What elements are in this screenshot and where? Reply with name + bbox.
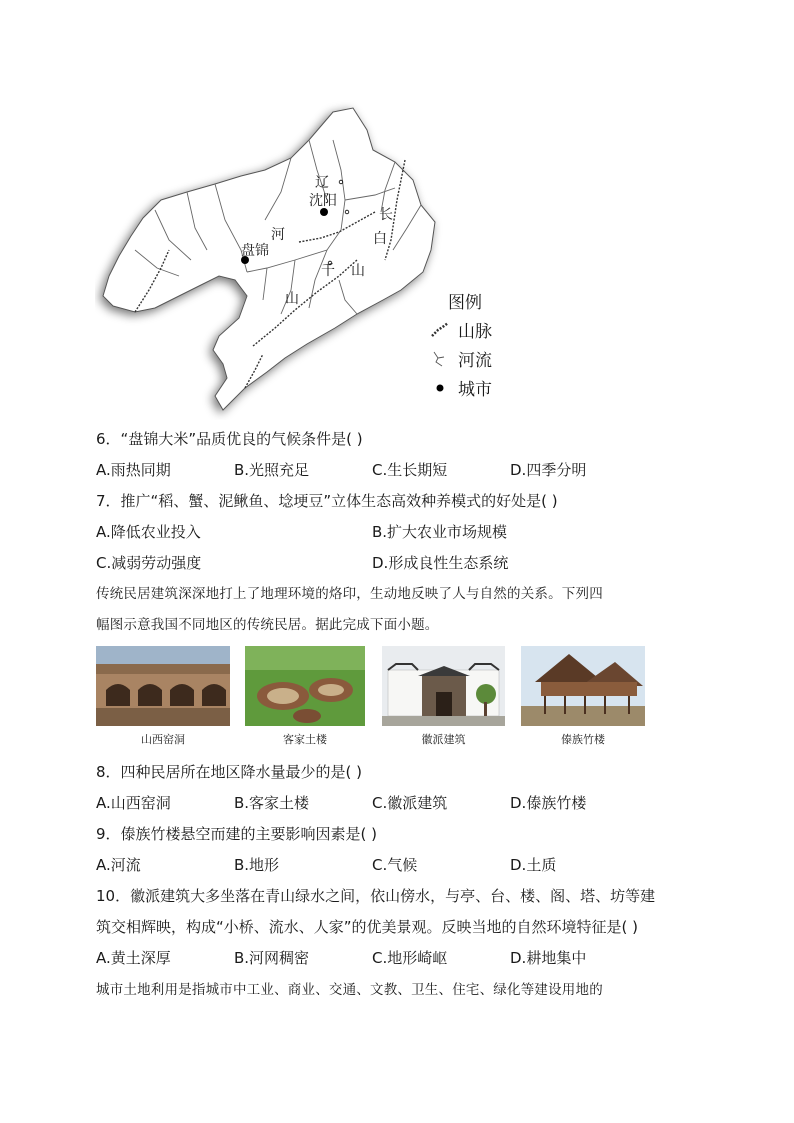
legend-label: 城市 [458, 380, 492, 400]
legend-label: 河流 [458, 351, 492, 371]
q10-option-c[interactable]: C.地形崎岖 [372, 949, 448, 967]
q9-option-c[interactable]: C.气候 [372, 856, 418, 874]
photo-dai-bamboo-house [521, 646, 645, 726]
intro-line-1: 传统民居建筑深深地打上了地理环境的烙印，生动地反映了人与自然的关系。下列四 [96, 586, 603, 602]
map-label-he: 河 [271, 227, 285, 243]
q7-option-d[interactable]: D.形成良性生态系统 [372, 554, 509, 572]
tulou-image [245, 646, 365, 726]
q6-option-b[interactable]: B.光照充足 [234, 461, 310, 479]
legend-item-river [428, 346, 492, 371]
q10-option-a[interactable]: A.黄土深厚 [96, 949, 171, 967]
photo-caption-2: 客家土楼 [283, 733, 327, 746]
legend-item-city [428, 375, 492, 400]
photo-hakka-tulou [245, 646, 365, 726]
province-outline [103, 108, 435, 410]
map-label-chang: 长 [379, 207, 393, 223]
river-icon [428, 349, 452, 369]
photo-caption-1: 山西窑洞 [141, 733, 185, 746]
q10-option-d[interactable]: D.耕地集中 [510, 949, 587, 967]
mountain-icon [428, 320, 452, 340]
legend-item-mountain [428, 317, 492, 342]
question-10-line-1: 10．徽派建筑大多坐落在青山绿水之间，依山傍水，与亭、台、楼、阁、塔、坊等建 [96, 887, 656, 905]
map-legend [428, 288, 492, 400]
q7-option-a[interactable]: A.降低农业投入 [96, 523, 201, 541]
map-label-panjin: 盘锦 [241, 243, 269, 259]
hui-architecture-image [382, 646, 505, 726]
q8-option-b[interactable]: B.客家土楼 [234, 794, 310, 812]
map-label-bai: 白 [373, 231, 387, 247]
photo-shanxi-cave-dwelling [96, 646, 230, 726]
question-10-line-2: 筑交相辉映，构成“小桥、流水、人家”的优美景观。反映当地的自然环境特征是( ) [96, 918, 639, 936]
legend-label: 山脉 [458, 322, 492, 342]
q8-option-d[interactable]: D.傣族竹楼 [510, 794, 587, 812]
q6-option-a[interactable]: A.雨热同期 [96, 461, 171, 479]
q9-option-a[interactable]: A.河流 [96, 856, 141, 874]
q9-option-b[interactable]: B.地形 [234, 856, 280, 874]
q7-option-c[interactable]: C.减弱劳动强度 [96, 554, 202, 572]
map-label-shan-1: 山 [351, 263, 365, 279]
q7-option-b[interactable]: B.扩大农业市场规模 [372, 523, 508, 541]
tail-paragraph: 城市土地利用是指城市中工业、商业、交通、文教、卫生、住宅、绿化等建设用地的 [96, 982, 603, 998]
q6-option-c[interactable]: C.生长期短 [372, 461, 448, 479]
photo-caption-4: 傣族竹楼 [561, 733, 605, 746]
intro-line-2: 幅图示意我国不同地区的传统民居。据此完成下面小题。 [96, 617, 439, 633]
map-label-shenyang: 沈阳 [309, 193, 337, 209]
photo-caption-3: 徽派建筑 [421, 733, 466, 746]
map-label-qian: 千 [321, 263, 335, 279]
question-8: 8．四种民居所在地区降水量最少的是( ) [96, 763, 363, 781]
bamboo-house-image [521, 646, 645, 726]
map-label-shan-2: 山 [285, 291, 299, 307]
question-6: 6．“盘锦大米”品质优良的气候条件是( ) [96, 430, 363, 448]
legend-title: 图例 [448, 293, 482, 313]
question-7: 7．推广“稻、蟹、泥鳅鱼、埝埂豆”立体生态高效种养模式的好处是( ) [96, 492, 558, 510]
question-9: 9．傣族竹楼悬空而建的主要影响因素是( ) [96, 825, 378, 843]
cave-dwelling-image [96, 646, 230, 726]
q8-option-c[interactable]: C.徽派建筑 [372, 794, 448, 812]
liaoning-map [95, 100, 515, 420]
map-label-liao: 辽 [315, 175, 329, 191]
city-dot-icon [428, 378, 452, 398]
q10-option-b[interactable]: B.河网稠密 [234, 949, 310, 967]
q6-option-d[interactable]: D.四季分明 [510, 461, 587, 479]
photo-hui-architecture [382, 646, 505, 726]
q8-option-a[interactable]: A.山西窑洞 [96, 794, 171, 812]
q9-option-d[interactable]: D.土质 [510, 856, 557, 874]
